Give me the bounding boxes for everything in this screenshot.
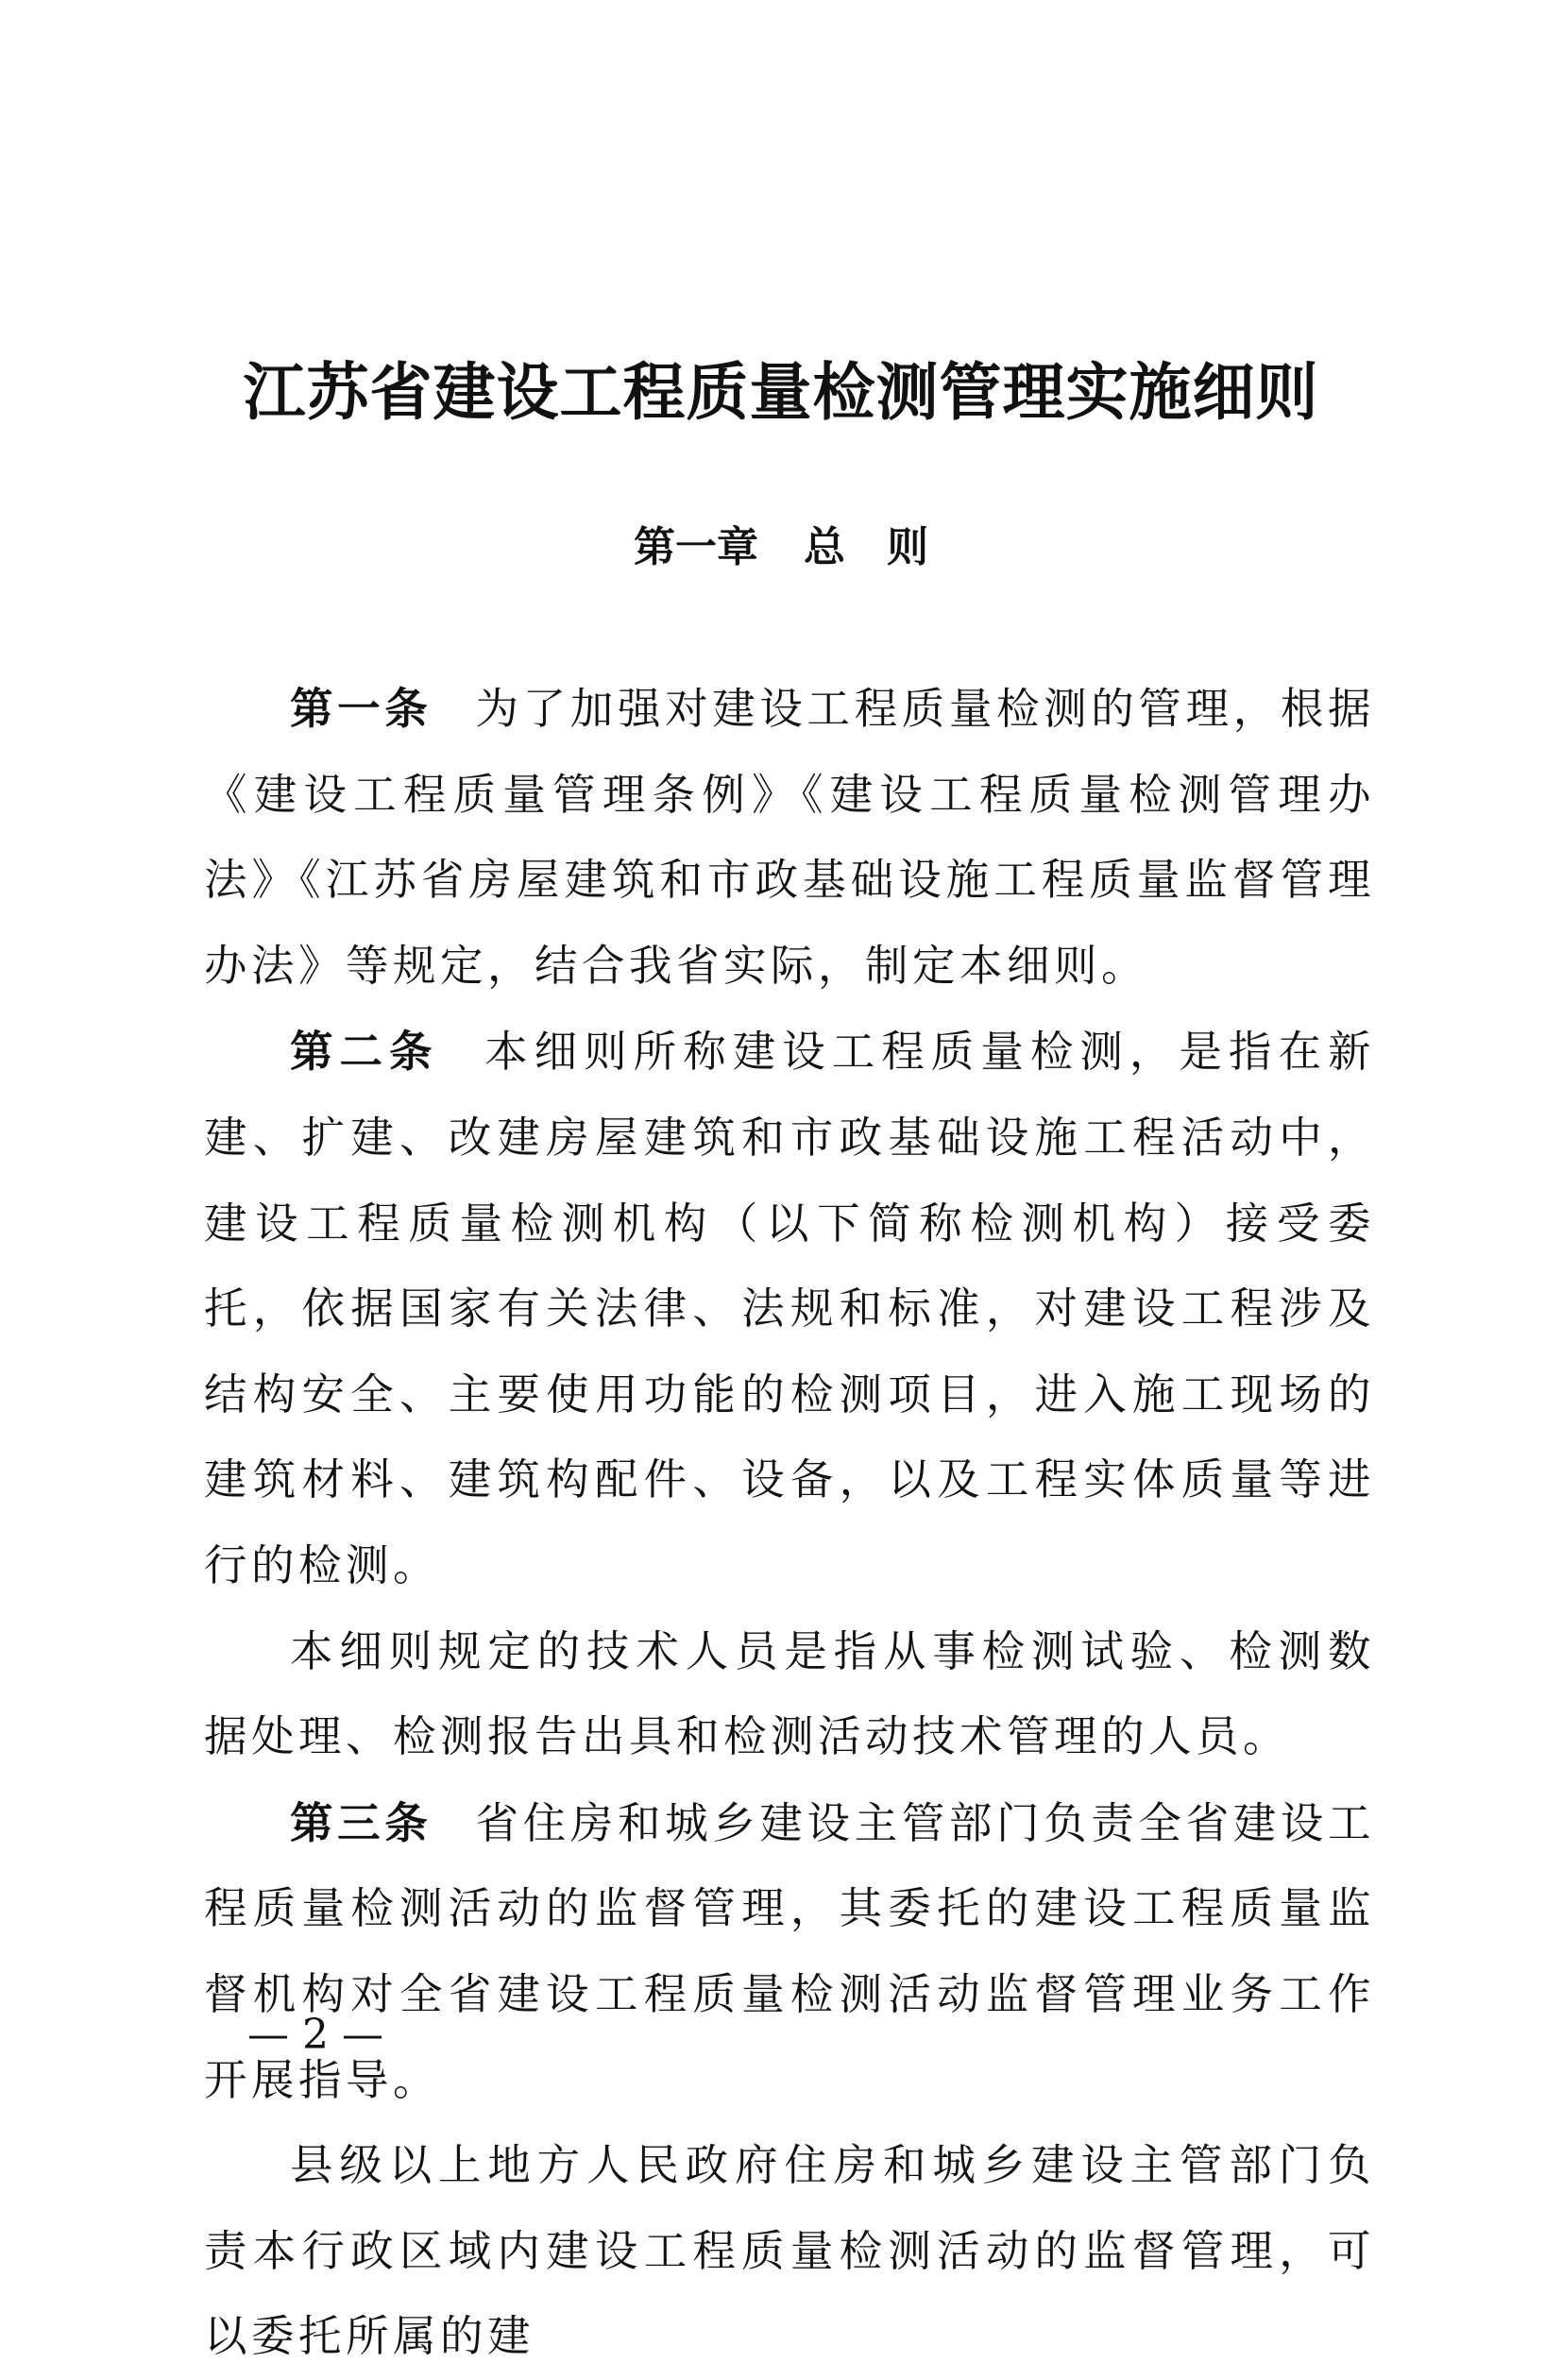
chapter-number: 第一章 <box>634 523 758 571</box>
page-number: — 2 — <box>247 2011 383 2059</box>
article-label: 第二条 <box>290 1026 439 1078</box>
document-title: 江苏省建设工程质量检测管理实施细则 <box>243 355 1319 429</box>
paragraph-text: 本细则所称建设工程质量检测，是指在新建、扩建、改建房屋建筑和市政基础设施工程活动中，建设工程质量检测机构（以下简称检测机构）接受委托，依据国家有关法律、法规和标准，对建设工程涉及结构安全、主要使用功能的检测项目，进入施工现场的建筑材料、建筑构配件、设备，以及工程实体质量等进行的检测。 <box>204 1027 1375 1590</box>
paragraph-article-2 <box>204 1009 1375 1608</box>
paragraph-text: 省住房和城乡建设主管部门负责全省建设工程质量检测活动的监督管理，其委托的建设工程质量监督机构对全省建设工程质量检测活动监督管理业务工作开展指导。 <box>204 1797 1375 2105</box>
paragraph-text: 为了加强对建设工程质量检测的管理，根据《建设工程质量管理条例》《建设工程质量检测管理办法》《江苏省房屋建筑和市政基础设施工程质量监督管理办法》等规定，结合我省实际，制定本细则。 <box>204 684 1375 991</box>
body-text <box>204 666 1375 2380</box>
chapter-heading <box>0 515 1562 581</box>
chapter-name: 总 则 <box>804 523 928 571</box>
article-label: 第一条 <box>290 683 433 734</box>
paragraph-article-3 <box>204 1780 1375 2123</box>
paragraph-article-1 <box>204 666 1375 1009</box>
paragraph-county-level <box>204 2123 1375 2380</box>
paragraph-technical-staff <box>204 1609 1375 1780</box>
paragraph-text: 本细则规定的技术人员是指从事检测试验、检测数据处理、检测报告出具和检测活动技术管理的人员。 <box>204 1625 1375 1762</box>
article-label: 第三条 <box>290 1796 433 1848</box>
paragraph-text: 县级以上地方人民政府住房和城乡建设主管部门负责本行政区域内建设工程质量检测活动的监督管理，可以委托所属的建 <box>204 2140 1375 2362</box>
